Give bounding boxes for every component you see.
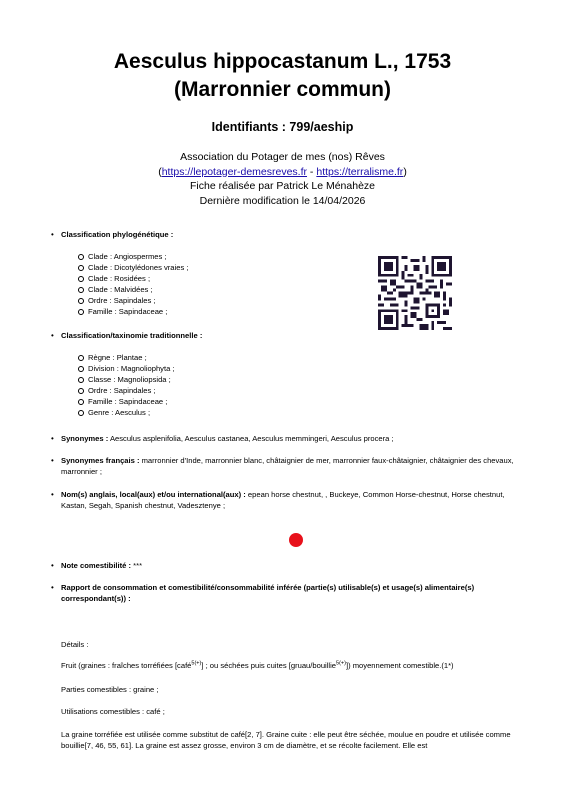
details-paragraph: La graine torréfiée est utilisée comme substitut de café[2, 7]. Graine cuite : elle peut être séchée, moulue en poudre et utilisée comme bouillie[7, 46, 55, 61]. La graine est assez grosse, environ 3 cm de diamètre, et se récolte facilement. Elle est: [61, 730, 511, 750]
note-comestibilite: [61, 560, 529, 571]
qr-code-icon: [378, 256, 452, 330]
bullet-dot: •: [51, 331, 54, 340]
association-block: [0, 150, 565, 208]
utilisations-comestibles: Utilisations comestibles : café ;: [61, 707, 165, 716]
link-terralisme[interactable]: https://terralisme.fr: [316, 165, 404, 178]
noms-text: epean horse chestnut, , Buckeye, Common Horse-chestnut, Horse chestnut, Kastan, Segah, Spanish chestnut, Vadesztenye ;: [61, 490, 505, 510]
links-line: (https://lepotager-demesreves.fr - https://terralisme.fr): [158, 165, 407, 178]
parties-comestibles: Parties comestibles : graine ;: [61, 685, 159, 694]
synonymes-francais: [61, 455, 529, 477]
list-item: Classe : Magnoliopsida ;: [78, 374, 175, 385]
red-dot-icon: [289, 533, 303, 547]
taxonomie-list: [78, 352, 175, 418]
synonymes-fr-label: Synonymes français :: [61, 456, 140, 465]
bullet-dot: •: [51, 456, 54, 465]
synonymes-fr-text: marronnier d'Inde, marronnier blanc, châtaignier de mer, marronnier faux-châtaignier, châtaignier des chevaux, marronnier ;: [61, 456, 514, 476]
taxonomie-heading: Classification/taxinomie traditionnelle :: [61, 331, 203, 340]
list-item: Famille : Sapindaceae ;: [78, 396, 175, 407]
title-line-2: (Marronnier commun): [173, 78, 391, 101]
bullet-dot: •: [51, 230, 54, 239]
list-item: Règne : Plantae ;: [78, 352, 175, 363]
list-item: Clade : Angiospermes ;: [78, 251, 188, 262]
classification-heading: Classification phylogénétique :: [61, 230, 174, 239]
details-label: Détails :: [61, 640, 89, 649]
list-item: Ordre : Sapindales ;: [78, 385, 175, 396]
list-item: Genre : Aesculus ;: [78, 407, 175, 418]
note-label: Note comestibilité :: [61, 561, 132, 570]
list-item: Clade : Rosidées ;: [78, 273, 188, 284]
bullet-dot: •: [51, 583, 54, 592]
fruit-line: Fruit (graines : fraîches torréfiées [café$^{5(+)}$] ; ou séchées puis cuites [gruau/bouillie$^{5(+)}$]) moyennement comestible.(1*): [61, 660, 454, 670]
noms-anglais: [61, 489, 529, 511]
list-item: Ordre : Sapindales ;: [78, 295, 188, 306]
rapport-heading: Rapport de consommation et comestibilité/consommabilité inférée (partie(s) utilisable(s) et usage(s) alimentaire(s) correspondant(s)) :: [61, 583, 475, 603]
association-name: Association du Potager de mes (nos) Rêves: [180, 151, 385, 163]
bullet-dot: •: [51, 434, 54, 443]
list-item: Famille : Sapindaceae ;: [78, 306, 188, 317]
title-line-1: Aesculus hippocastanum L., 1753: [113, 50, 452, 73]
bullet-dot: •: [51, 490, 54, 499]
modified-line: Dernière modification le 14/04/2026: [199, 194, 366, 207]
list-item: Division : Magnoliophyta ;: [78, 363, 175, 374]
note-text: ***: [131, 561, 143, 570]
classification-list: [78, 251, 188, 317]
noms-label: Nom(s) anglais, local(aux) et/ou international(aux) :: [61, 490, 246, 499]
link-lepotager[interactable]: https://lepotager-demesreves.fr: [161, 165, 308, 178]
list-item: Clade : Malvidées ;: [78, 284, 188, 295]
page-title: [0, 48, 565, 104]
synonymes-text: Aesculus asplenifolia, Aesculus castanea, Aesculus memmingeri, Aesculus procera ;: [108, 434, 394, 443]
synonymes: [61, 433, 529, 444]
synonymes-label: Synonymes :: [61, 434, 109, 443]
author-line: Fiche réalisée par Patrick Le Ménahèze: [189, 180, 375, 192]
identifiants: Identifiants : 799/aeship: [211, 120, 354, 134]
bullet-dot: •: [51, 561, 54, 570]
list-item: Clade : Dicotylédones vraies ;: [78, 262, 188, 273]
link-separator: -: [307, 165, 317, 178]
